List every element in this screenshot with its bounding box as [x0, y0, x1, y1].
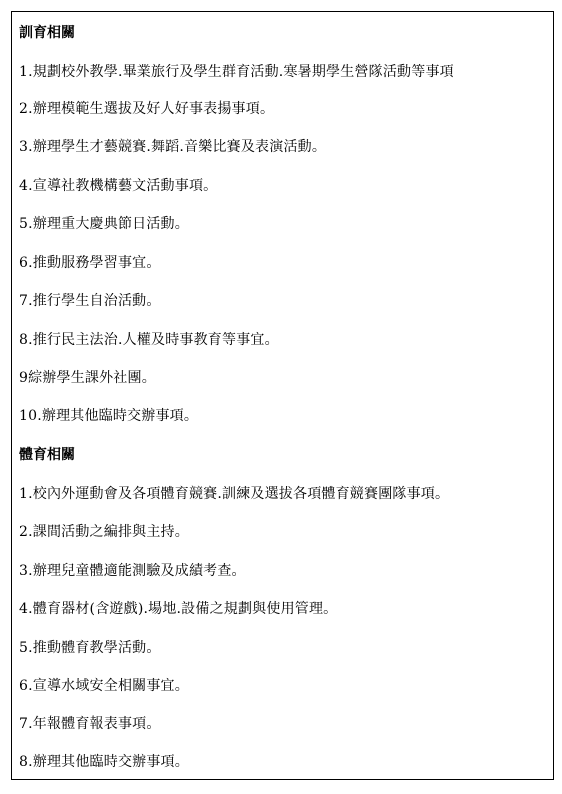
list-item: 6.宣導水域安全相關事宜。 [19, 678, 189, 694]
section-heading-guidance: 訓育相關 [19, 25, 75, 41]
list-item: 9綜辦學生課外社團。 [19, 370, 156, 386]
list-item: 4.宣導社教機構藝文活動事項。 [19, 178, 218, 194]
list-item: 4.體育器材(含遊戲).場地.設備之規劃與使用管理。 [19, 601, 338, 617]
list-item: 10.辦理其他臨時交辦事項。 [19, 408, 199, 424]
list-item: 2.辦理模範生選拔及好人好事表揚事項。 [19, 101, 275, 117]
list-item: 3.辦理學生才藝競賽.舞蹈.音樂比賽及表演活動。 [19, 139, 327, 155]
list-item: 6.推動服務學習事宜。 [19, 255, 161, 271]
list-item: 8.辦理其他臨時交辦事項。 [19, 754, 189, 770]
list-item: 7.年報體育報表事項。 [19, 716, 161, 732]
list-item: 1.規劃校外教學.畢業旅行及學生群育活動.寒暑期學生營隊活動等事項 [19, 64, 454, 80]
list-item: 1.校內外運動會及各項體育競賽.訓練及選拔各項體育競賽團隊事項。 [19, 486, 450, 502]
list-item: 3.辦理兒童體適能測驗及成績考查。 [19, 563, 246, 579]
list-item: 7.推行學生自治活動。 [19, 293, 161, 309]
list-item: 8.推行民主法治.人權及時事教育等事宜。 [19, 332, 279, 348]
list-item: 5.辦理重大慶典節日活動。 [19, 216, 189, 232]
list-item: 2.課間活動之編排與主持。 [19, 524, 189, 540]
section-heading-physical-education: 體育相關 [19, 447, 75, 463]
duties-table [11, 11, 554, 780]
list-item: 5.推動體育教學活動。 [19, 640, 161, 656]
